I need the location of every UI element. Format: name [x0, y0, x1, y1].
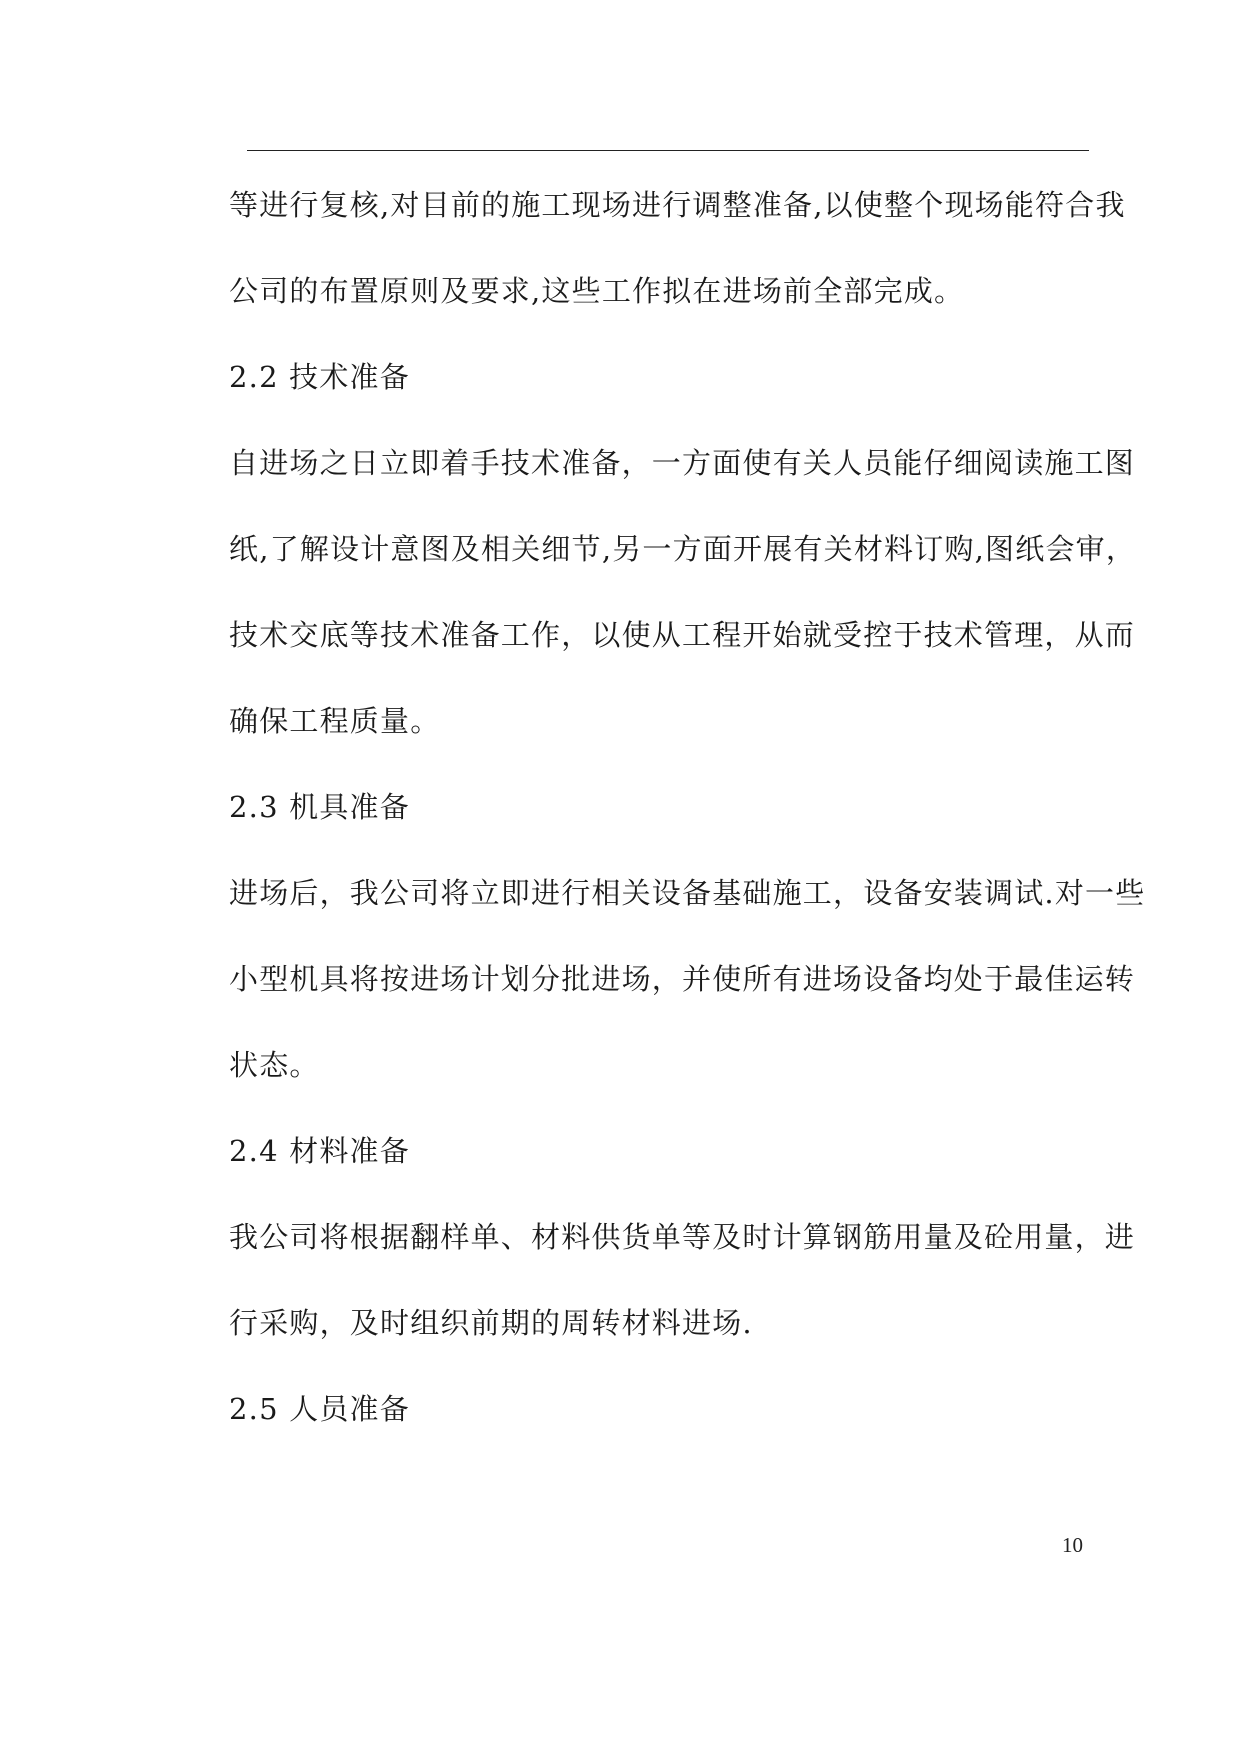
paragraph-line: 技术交底等技术准备工作，以使从工程开始就受控于技术管理，从而: [229, 618, 1136, 652]
paragraph-line: 进场后，我公司将立即进行相关设备基础施工，设备安装调试.对一些: [229, 876, 1146, 910]
section-heading: 2.5 人员准备: [229, 1392, 410, 1426]
paragraph-line: 行采购，及时组织前期的周转材料进场.: [229, 1306, 753, 1340]
paragraph-line: 自进场之日立即着手技术准备，一方面使有关人员能仔细阅读施工图: [229, 446, 1136, 480]
paragraph-line: 我公司将根据翻样单、材料供货单等及时计算钢筋用量及砼用量，进: [229, 1220, 1136, 1254]
section-heading: 2.4 材料准备: [229, 1134, 410, 1168]
section-heading: 2.2 技术准备: [229, 360, 410, 394]
header-rule: [247, 150, 1089, 151]
page-body: [229, 188, 1146, 1480]
paragraph-line: 状态。: [229, 1048, 320, 1082]
paragraph-line: 确保工程质量。: [229, 704, 441, 738]
paragraph-line: 公司的布置原则及要求,这些工作拟在进场前全部完成。: [229, 274, 965, 308]
section-heading: 2.3 机具准备: [229, 790, 410, 824]
paragraph-line: 纸,了解设计意图及相关细节,另一方面开展有关材料订购,图纸会审，: [229, 532, 1137, 566]
page-number: 10: [1062, 1533, 1083, 1557]
paragraph-line: 小型机具将按进场计划分批进场，并使所有进场设备均处于最佳运转: [229, 962, 1136, 996]
paragraph-line: 等进行复核,对目前的施工现场进行调整准备,以使整个现场能符合我: [229, 188, 1126, 222]
